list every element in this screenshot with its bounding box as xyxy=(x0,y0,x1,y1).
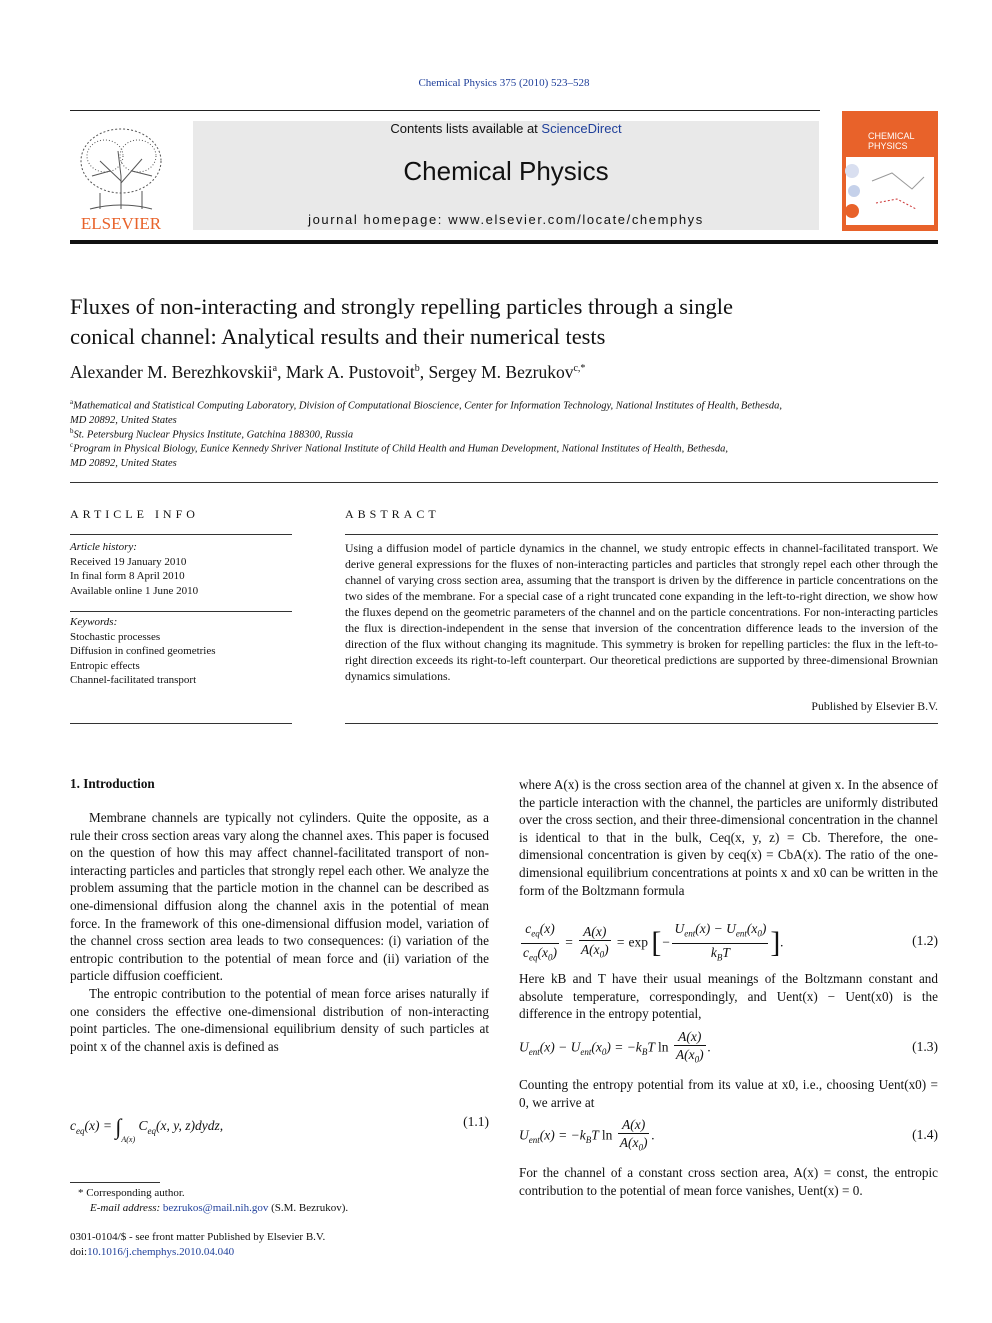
equation-1-3: $U_{ent}(x) - U_{ent}(x_0) = -k_BT$ ln $\frac{A(x)}{A(x_0)}$ . (1.3) xyxy=(519,1029,938,1065)
journal-homepage[interactable]: journal homepage: www.elsevier.com/locate/chemphys xyxy=(308,212,704,227)
article-title xyxy=(70,292,930,352)
affil-line: Mathematical and Statistical Computing Laboratory, Division of Computational Bioscience, Center for Information Technology, National Institutes of Health, Bethesda, xyxy=(73,400,783,412)
history-item: In final form 8 April 2010 xyxy=(70,570,185,582)
keywords-label: Keywords: xyxy=(70,616,118,628)
abstract-heading: ABSTRACT xyxy=(345,507,440,521)
abstract-text: Using a diffusion model of particle dynamics in the channel, we study entropic effects in channel-facilitated transport. We derive general expressions for the fluxes of non-interacting particles and particles that strongly repel each other through the channel of varying cross section area, assuming that the transport is driven by the difference in particle concentrations on the two sides of the membrane. For a special case of a right truncated cone expanding in the left-to-right direction, we show how the fluxes depend on the geometric parameters of the channel and on the particle concentrations. For non-interacting particles the flux is direction-independent in the sense that inversion of the concentration difference leads to the inversion of the direction of the flux without changing its magnitude. This symmetry is broken for repelling particles: the flux in the left-to-right direction exceeds its right-to-left counterpart. Our theoretical predictions are supported by three-dimensional Brownian dynamics simulations. xyxy=(345,541,938,683)
info-rule xyxy=(70,611,292,612)
footnote-rule xyxy=(70,1182,160,1183)
header-rule xyxy=(70,110,820,111)
author-name[interactable]: Sergey M. Bezrukov xyxy=(428,362,574,382)
section-rule xyxy=(70,482,938,483)
abstract-rule xyxy=(345,534,938,535)
history-item: Available online 1 June 2010 xyxy=(70,584,199,597)
title-line-2: conical channel: Analytical results and their numerical tests xyxy=(70,324,606,349)
equation-1-1: $c_{eq}(x) = \int_{A(x)}$ $C_{eq}(x$, y, z)dydz, (1.1) xyxy=(70,1114,489,1145)
keyword: Stochastic processes xyxy=(70,630,161,643)
equation-number: (1.3) xyxy=(912,1039,938,1054)
cover-title-2: PHYSICS xyxy=(868,141,908,151)
equation-number: (1.1) xyxy=(463,1114,489,1129)
intro-right-column-3 xyxy=(519,1076,938,1111)
article-info-heading: ARTICLE INFO xyxy=(70,507,199,521)
paragraph: Counting the entropy potential from its value at x0, i.e., choosing Uent(x0) = 0, we arrive at xyxy=(519,1077,938,1110)
email-link[interactable]: bezrukos@mail.nih.gov xyxy=(162,1201,269,1214)
paragraph: Membrane channels are typically not cylinders. Quite the opposite, as a rule their cross section areas vary along the channel axes. This paper is focused on the question of how this may affect channel-facilitated transport of non-interacting particles and particles that strongly repel each other. We analyze the problem assuming that the particle motion in the channel can be described as one-dimensional diffusion along the channel axis in the potential of mean force. In the framework of this one-dimensional diffusion model, variation of the channel cross section area leads to two consequences: (i) variation of the entropic contribution to the potential of mean force and (ii) variation of the particle diffusion coefficient. xyxy=(70,810,489,984)
doi-link[interactable]: 10.1016/j.chemphys.2010.04.040 xyxy=(87,1245,235,1258)
author-list: Alexander M. Berezhkovskii$^a$, Mark A. Pustovoit$^b$, Sergey M. Bezrukov$^{c,*}$ xyxy=(70,362,586,382)
equation-1-2: $\frac{c_{eq}(x)}{c_{eq}(x_0)}$ = $\frac{A(x)}{A(x_0)}$ = exp [− $\frac{U_{ent}(x) - U_{ent}(x_0)}{k_BT}$ ]. (1.2) xyxy=(523,921,938,963)
paragraph: For the channel of a constant cross section area, A(x) = const, the entropic contribution to the potential of mean force vanishes, Uent(x) = 0. xyxy=(519,1165,938,1198)
affil-mark: b xyxy=(70,427,74,435)
paragraph: Here kB and T have their usual meanings of the Boltzmann constant and absolute temperature, correspondingly, and Uent(x) − Uent(x0) is the difference in the entropy potential, xyxy=(519,971,938,1022)
contents-line xyxy=(193,121,819,136)
journal-cover-thumbnail xyxy=(842,111,938,231)
equation-number: (1.4) xyxy=(912,1127,938,1142)
cover-title-1: CHEMICAL xyxy=(868,131,915,141)
author-name[interactable]: Mark A. Pustovoit xyxy=(285,362,415,382)
equation-1-4: $U_{ent}(x) = -k_BT$ ln $\frac{A(x)}{A(x_0)}$ . (1.4) xyxy=(519,1117,938,1153)
title-line-1: Fluxes of non-interacting and strongly repelling particles through a single xyxy=(70,294,733,319)
front-matter xyxy=(70,1230,325,1259)
article-history xyxy=(70,540,292,598)
issn-line: 0301-0104/$ - see front matter Published by Elsevier B.V. xyxy=(70,1231,326,1243)
footnote-corresponding xyxy=(78,1186,348,1215)
journal-citation[interactable]: Chemical Physics 375 (2010) 523–528 xyxy=(418,77,590,89)
email-label: E-mail address: xyxy=(90,1201,163,1214)
intro-right-column-2 xyxy=(519,970,938,1023)
sciencedirect-link[interactable]: ScienceDirect xyxy=(541,121,622,136)
author-affil-mark[interactable]: c,* xyxy=(573,363,586,375)
author-name[interactable]: Alexander M. Berezhkovskii xyxy=(70,362,273,382)
affil-mark: c xyxy=(70,441,74,449)
contents-prefix: Contents lists available at xyxy=(390,121,542,136)
paragraph: where A(x) is the cross section area of the channel at given x. In the absence of the particle interaction with the channel, the particles are uniformly distributed over the cross section, and their three-dimensional concentration in the channel is identical to that in the bulk, Ceq(x, y, z) = Cb. Therefore, the one-dimensional concentration is given by ceq(x) = CbA(x). The ratio of the one-dimensional equilibrium concentrations at points x and x0 can be written in the form of the Boltzmann formula xyxy=(519,777,938,898)
published-by: Published by Elsevier B.V. xyxy=(811,699,938,713)
keyword: Entropic effects xyxy=(70,659,140,672)
keyword: Channel-facilitated transport xyxy=(70,674,197,686)
corresponding-author: * Corresponding author. xyxy=(78,1187,185,1199)
keyword: Diffusion in confined geometries xyxy=(70,645,216,657)
affil-line: MD 20892, United States xyxy=(70,415,177,426)
author-affil-mark[interactable]: a xyxy=(272,363,278,375)
history-label: Article history: xyxy=(70,541,137,553)
email-suffix: (S.M. Bezrukov). xyxy=(268,1201,349,1214)
paragraph: The entropic contribution to the potential of mean force arises naturally if one considers the effective one-dimensional distribution of non-interacting point particles. The one-dimensional equilibrium density of such particles at point x of the channel axis is defined as xyxy=(70,985,489,1054)
header-thick-rule xyxy=(70,240,938,244)
intro-right-column-4 xyxy=(519,1164,938,1199)
intro-left-column xyxy=(70,809,489,1055)
intro-right-column-1 xyxy=(519,776,938,899)
info-rule xyxy=(70,534,292,535)
abstract-rule xyxy=(345,723,938,724)
equation-number: (1.2) xyxy=(912,933,938,948)
affiliation-c xyxy=(70,438,938,472)
doi-label: doi: xyxy=(70,1245,88,1258)
affil-line: MD 20892, United States xyxy=(70,458,177,469)
author-affil-mark[interactable]: b xyxy=(414,363,420,375)
keywords xyxy=(70,615,292,688)
section-heading: 1. Introduction xyxy=(70,776,155,791)
history-item: Received 19 January 2010 xyxy=(70,555,187,568)
affil-line: Program in Physical Biology, Eunice Kennedy Shriver National Institute of Child Health and Human Development, National Institutes of Health, Bethesda, xyxy=(73,443,729,455)
journal-name: Chemical Physics xyxy=(403,156,609,186)
info-rule xyxy=(70,723,292,724)
elsevier-wordmark: ELSEVIER xyxy=(80,214,162,233)
affil-line: St. Petersburg Nuclear Physics Institute, Gatchina 188300, Russia xyxy=(73,429,354,441)
affil-mark: a xyxy=(70,398,74,406)
elsevier-logo xyxy=(70,121,172,233)
